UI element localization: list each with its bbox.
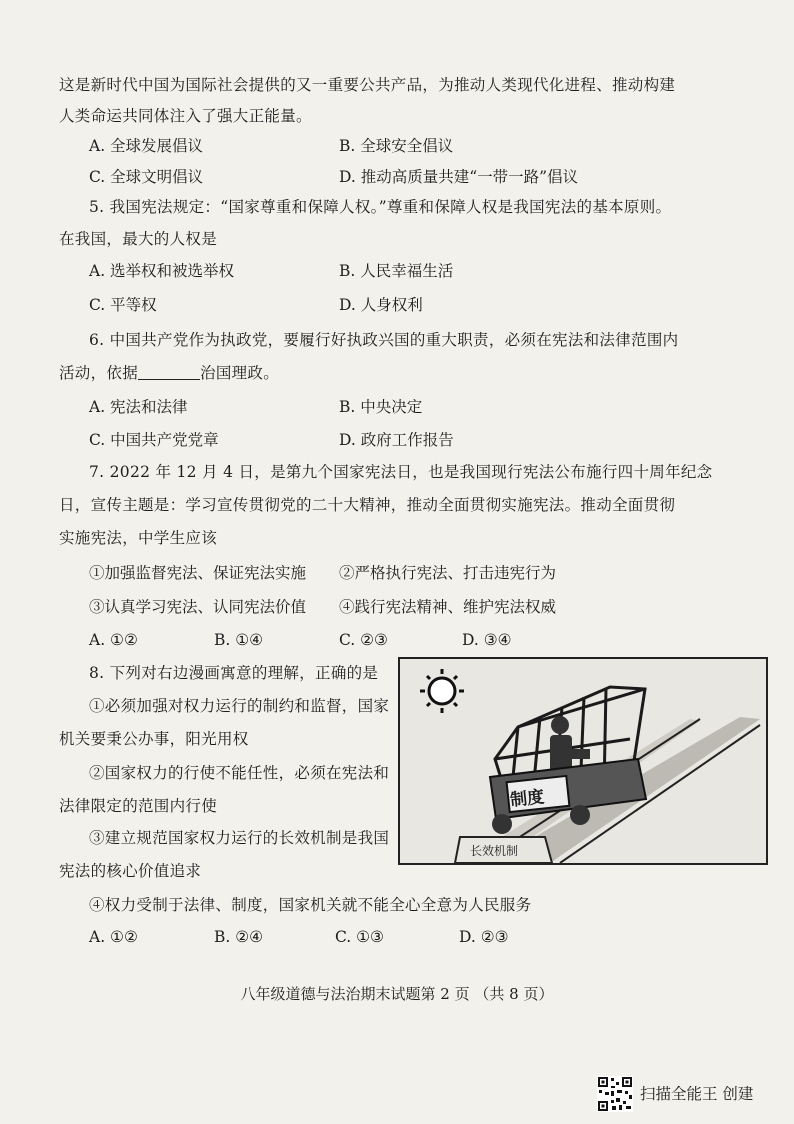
q5-stem-line-2: 在我国，最大的人权是 bbox=[59, 230, 218, 248]
q6-stem-pre: 活动，依据 bbox=[59, 364, 139, 382]
q6-stem-line-2 bbox=[59, 362, 279, 384]
q6-answer-blank bbox=[138, 363, 200, 380]
q8-statement-3-line-1: ③建立规范国家权力运行的长效机制是我国 bbox=[89, 829, 390, 847]
q6-option-c: C. 中国共产党党章 bbox=[89, 431, 219, 449]
q8-option-c: C. ①③ bbox=[335, 928, 384, 946]
q6-option-b: B. 中央决定 bbox=[339, 398, 423, 416]
q5-option-a: A. 选举权和被选举权 bbox=[89, 262, 235, 280]
q7-statement-3: ③认真学习宪法、认同宪法价值 bbox=[89, 598, 307, 616]
q7-option-d: D. ③④ bbox=[462, 631, 512, 649]
q7-stem-line-1: 7. 2022 年 12 月 4 日，是第九个国家宪法日，也是我国现行宪法公布施行四十周年纪念 bbox=[89, 463, 713, 481]
q8-statement-1-line-2: 机关要秉公办事，阳光用权 bbox=[59, 730, 249, 748]
q8-option-b: B. ②④ bbox=[214, 928, 264, 946]
q7-option-a: A. ①② bbox=[89, 631, 138, 649]
qr-code-icon bbox=[597, 1076, 633, 1112]
page-footer: 八年级道德与法治期末试题第 2 页 （共 8 页） bbox=[240, 985, 554, 1003]
q7-statement-1: ①加强监督宪法、保证宪法实施 bbox=[89, 564, 307, 582]
intro-line-2: 人类命运共同体注入了强大正能量。 bbox=[59, 107, 312, 125]
q8-statement-3-line-2: 宪法的核心价值追求 bbox=[59, 862, 202, 880]
q8-stem: 8. 下列对右边漫画寓意的理解，正确的是 bbox=[89, 664, 379, 682]
q4-option-b: B. 全球安全倡议 bbox=[339, 137, 454, 155]
q5-option-c: C. 平等权 bbox=[89, 296, 157, 314]
q6-stem-post: 治国理政。 bbox=[200, 364, 280, 382]
q8-statement-1-line-1: ①必须加强对权力运行的制约和监督，国家 bbox=[89, 697, 390, 715]
cartoon-label-mechanism: 长效机制 bbox=[470, 844, 519, 858]
q7-option-b: B. ①④ bbox=[214, 631, 264, 649]
cartoon-drawing bbox=[400, 659, 766, 863]
q7-statement-4: ④践行宪法精神、维护宪法权威 bbox=[339, 598, 557, 616]
q8-option-a: A. ①② bbox=[89, 928, 138, 946]
cartoon-label-system: 制度 bbox=[509, 787, 546, 811]
scanner-watermark: 扫描全能王 创建 bbox=[640, 1085, 754, 1103]
q5-option-b: B. 人民幸福生活 bbox=[339, 262, 454, 280]
q7-stem-line-2: 日，宣传主题是：学习宣传贯彻党的二十大精神，推动全面贯彻实施宪法。推动全面贯彻 bbox=[59, 496, 676, 514]
q4-option-c: C. 全球文明倡议 bbox=[89, 168, 204, 186]
q6-option-d: D. 政府工作报告 bbox=[339, 431, 454, 449]
q5-option-d: D. 人身权利 bbox=[339, 296, 423, 314]
q7-stem-line-3: 实施宪法，中学生应该 bbox=[59, 529, 218, 547]
cartoon-illustration bbox=[398, 657, 768, 865]
sun-icon bbox=[420, 669, 464, 713]
q4-option-a: A. 全球发展倡议 bbox=[89, 137, 204, 155]
intro-line-1: 这是新时代中国为国际社会提供的又一重要公共产品，为推动人类现代化进程、推动构建 bbox=[59, 76, 676, 94]
q6-stem-line-1: 6. 中国共产党作为执政党，要履行好执政兴国的重大职责，必须在宪法和法律范围内 bbox=[89, 331, 679, 349]
q8-statement-2-line-2: 法律限定的范围内行使 bbox=[59, 797, 218, 815]
q5-stem-line-1: 5. 我国宪法规定：“国家尊重和保障人权。”尊重和保障人权是我国宪法的基本原则。 bbox=[89, 198, 672, 216]
q8-statement-2-line-1: ②国家权力的行使不能任性，必须在宪法和 bbox=[89, 764, 390, 782]
q8-statement-4: ④权力受制于法律、制度，国家机关就不能全心全意为人民服务 bbox=[89, 896, 532, 914]
q4-option-d: D. 推动高质量共建“一带一路”倡议 bbox=[339, 168, 579, 186]
q6-option-a: A. 宪法和法律 bbox=[89, 398, 188, 416]
q8-option-d: D. ②③ bbox=[459, 928, 509, 946]
q7-statement-2: ②严格执行宪法、打击违宪行为 bbox=[339, 564, 557, 582]
q7-option-c: C. ②③ bbox=[339, 631, 388, 649]
